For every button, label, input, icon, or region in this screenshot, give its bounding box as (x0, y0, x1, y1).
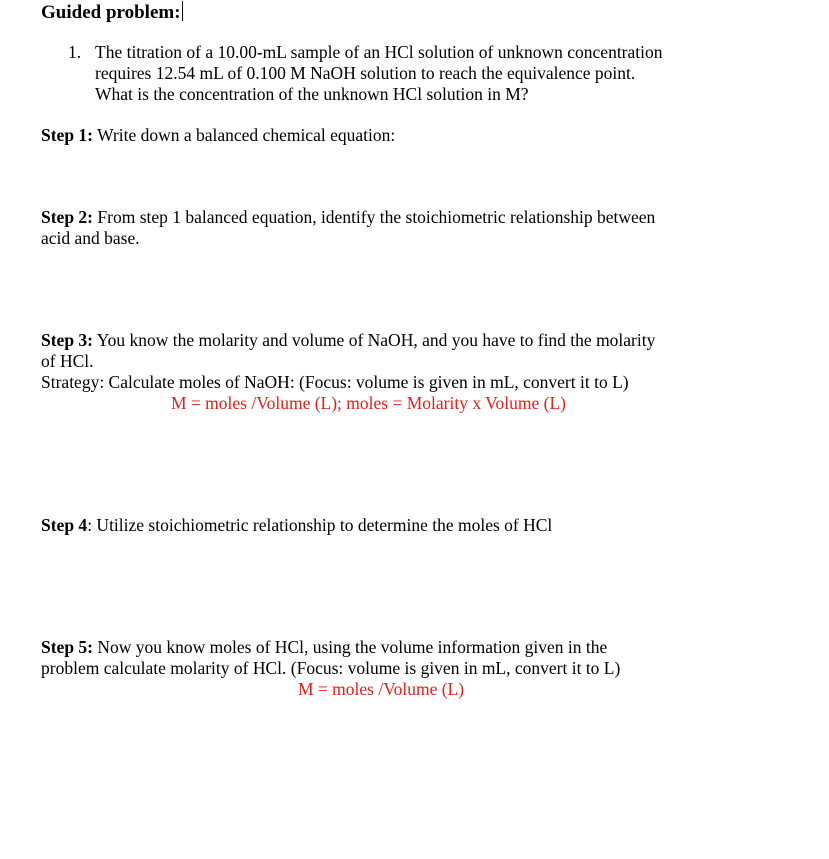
step-5-label: Step 5: (41, 637, 94, 657)
step-2-text: From step 1 balanced equation, identify the stoichiometric relationship between (93, 207, 656, 227)
step-2-label: Step 2: (41, 207, 94, 227)
page-title (41, 1, 183, 23)
step-5-text-continued: problem calculate molarity of HCl. (Focus: volume is given in mL, convert it to L) (41, 658, 621, 678)
page-title-text: Guided problem: (41, 2, 181, 23)
problem-line-1: The titration of a 10.00-mL sample of an HCl solution of unknown concentration (95, 42, 663, 62)
step-4-text: : Utilize stoichiometric relationship to determine the moles of HCl (87, 515, 553, 535)
step-1-text: Write down a balanced chemical equation: (93, 125, 396, 145)
step-2-text-continued: acid and base. (41, 228, 140, 248)
step-1 (41, 125, 395, 146)
step-1-label: Step 1: (41, 125, 94, 145)
problem-line-2: requires 12.54 mL of 0.100 M NaOH solution to reach the equivalence point. (95, 63, 636, 83)
step-3-text-continued: of HCl. (41, 351, 94, 371)
step-3-strategy: Strategy: Calculate moles of NaOH: (Focus: volume is given in mL, convert it to L) (41, 372, 629, 392)
text-cursor (182, 1, 183, 21)
step-4 (41, 515, 552, 536)
problem-line-3: What is the concentration of the unknown HCl solution in M? (95, 84, 529, 104)
problem-number: 1. (68, 42, 82, 62)
step-3 (41, 330, 655, 351)
step-3-label: Step 3: (41, 330, 94, 350)
step-5 (41, 637, 607, 658)
step-5-formula: M = moles /Volume (L) (298, 679, 465, 699)
step-3-formula: M = moles /Volume (L); moles = Molarity x Volume (L) (171, 393, 566, 413)
step-5-text: Now you know moles of HCl, using the volume information given in the (93, 637, 608, 657)
step-3-text: You know the molarity and volume of NaOH, and you have to find the molarity (93, 330, 656, 350)
step-2 (41, 207, 655, 228)
step-4-label: Step 4 (41, 515, 88, 535)
